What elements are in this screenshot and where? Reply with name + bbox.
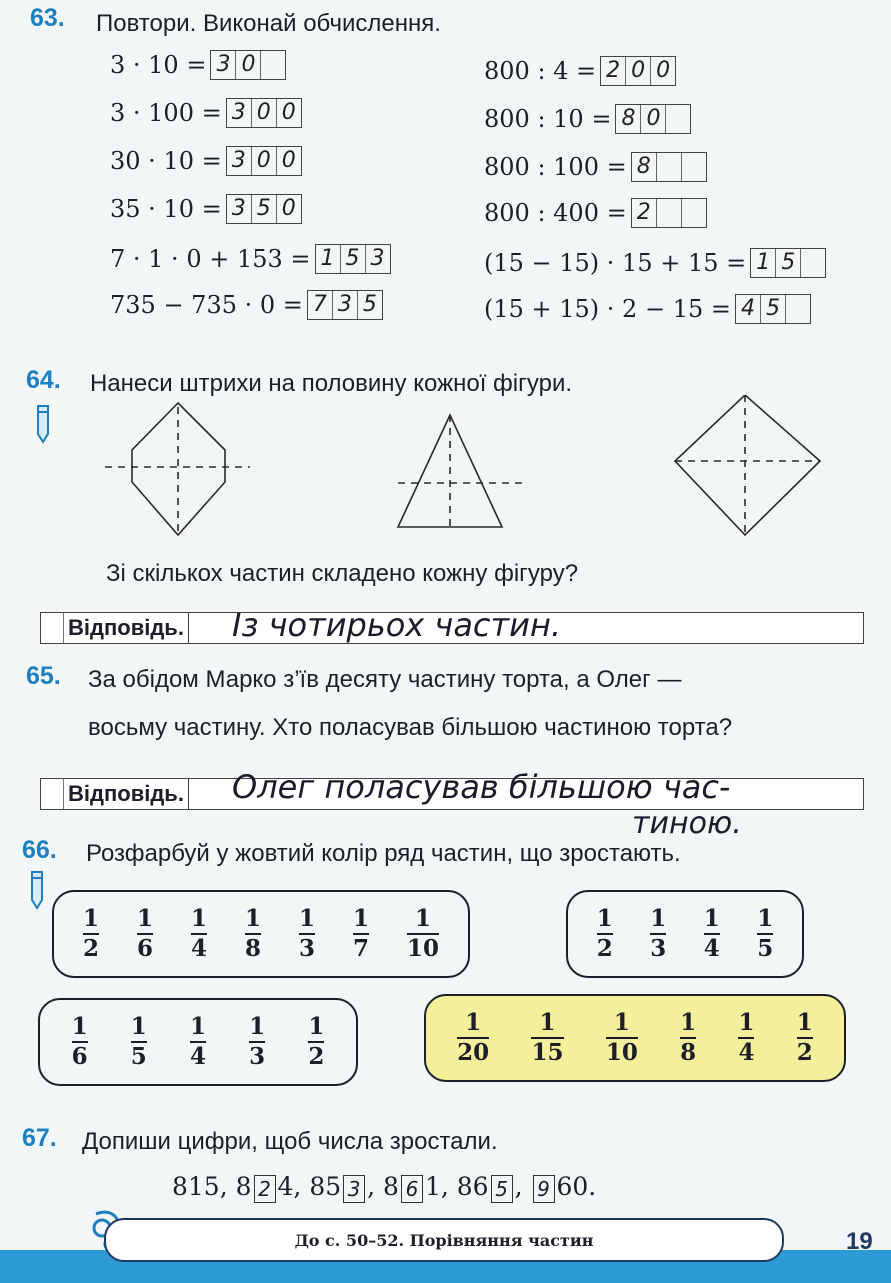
answer-boxes[interactable]: [600, 56, 676, 86]
digit-box[interactable]: 9: [533, 1175, 555, 1203]
task-67-number-sequence: [172, 1172, 596, 1203]
digit-cell[interactable]: 1: [751, 249, 776, 277]
equation-expression: 800 : 4 =: [484, 57, 597, 85]
fraction-denominator: 3: [249, 1043, 266, 1070]
fraction-denominator: 2: [308, 1043, 325, 1070]
digit-cell[interactable]: 5: [761, 295, 786, 323]
fraction-numerator: 1: [680, 1009, 697, 1036]
fraction-group-2[interactable]: [566, 890, 804, 978]
equation-row: [484, 294, 811, 324]
task-67-title: Допиши цифри, щоб числа зростали.: [82, 1128, 498, 1155]
task-64-number: 64.: [26, 366, 61, 394]
task-64-title: Нанеси штрихи на половину кожної фігури.: [90, 370, 573, 397]
digit-box[interactable]: 5: [491, 1175, 513, 1203]
equation-row: [110, 194, 302, 224]
fraction-denominator: 10: [605, 1039, 638, 1066]
task-63-number: 63.: [30, 4, 65, 32]
fraction-numerator: 1: [189, 1013, 206, 1040]
digit-cell[interactable]: 1: [316, 245, 341, 273]
digit-cell[interactable]: 0: [281, 196, 296, 221]
equation-expression: 3 · 10 =: [110, 51, 207, 79]
digit-cell[interactable]: 5: [252, 195, 277, 223]
digit-cell[interactable]: 5: [341, 245, 366, 273]
fraction: [299, 907, 315, 961]
task-64-answer-handwriting: Із чотирьох частин.: [232, 606, 562, 644]
answer-boxes[interactable]: [307, 290, 383, 320]
rhombus-shape: [675, 395, 820, 535]
sequence-text: 4, 85: [277, 1172, 342, 1201]
equation-expression: 800 : 400 =: [484, 199, 627, 227]
fraction: [137, 907, 153, 961]
equation-row: [110, 244, 391, 274]
fraction: [190, 1015, 206, 1069]
fraction-numerator: 1: [82, 905, 99, 932]
page-number: 19: [846, 1228, 873, 1255]
digit-box[interactable]: 2: [254, 1175, 276, 1203]
answer-label: Відповідь.: [64, 613, 189, 643]
equation-row: [484, 248, 826, 278]
task-63-title: Повтори. Виконай обчислення.: [96, 10, 441, 37]
equation-row: [110, 290, 383, 320]
fraction-numerator: 1: [249, 1013, 266, 1040]
digit-cell[interactable]: 5: [776, 249, 801, 277]
fraction-denominator: 2: [796, 1039, 813, 1066]
task-65-line-1: За обідом Марко з’їв десяту частину торта, а Олег —: [88, 666, 682, 693]
task-65-answer-continuation: тиною.: [632, 806, 742, 841]
fraction: [407, 907, 439, 961]
fraction-denominator: 8: [680, 1039, 697, 1066]
digit-cell[interactable]: 2: [601, 57, 626, 85]
fraction: [249, 1015, 265, 1069]
fraction: [531, 1011, 563, 1065]
fraction: [650, 907, 666, 961]
triangle-dashes: [398, 415, 522, 527]
equation-expression: 35 · 10 =: [110, 195, 222, 223]
task-65-answer-handwriting: Олег поласував більшою час-: [232, 768, 731, 806]
fraction-numerator: 1: [130, 1013, 147, 1040]
fraction-numerator: 1: [298, 905, 315, 932]
hexagon-dashes: [105, 407, 250, 533]
digit-box[interactable]: 3: [343, 1175, 365, 1203]
sequence-text: ,: [514, 1172, 531, 1201]
digit-cell[interactable]: 5: [362, 292, 377, 317]
equation-expression: 7 · 1 · 0 + 153 =: [110, 245, 311, 273]
fraction-denominator: 6: [136, 935, 153, 962]
fraction-numerator: 1: [190, 905, 207, 932]
sequence-text: 1, 86: [424, 1172, 489, 1201]
fraction-numerator: 1: [613, 1009, 630, 1036]
fraction-denominator: 8: [244, 935, 261, 962]
fraction-denominator: 7: [352, 935, 369, 962]
sequence-text: 815, 8: [172, 1172, 252, 1201]
digit-cell[interactable]: 3: [227, 99, 252, 127]
task-65-line-2: восьму частину. Хто поласував більшою частиною торта?: [88, 714, 733, 741]
digit-cell[interactable]: [657, 153, 682, 181]
fraction-denominator: 4: [738, 1039, 755, 1066]
fraction: [680, 1011, 696, 1065]
digit-cell[interactable]: [666, 105, 690, 133]
fraction-numerator: 1: [136, 905, 153, 932]
fraction-group-1[interactable]: [52, 890, 470, 978]
pencil-icon: [36, 404, 50, 444]
equation-expression: 800 : 100 =: [484, 153, 627, 181]
digit-cell[interactable]: 3: [227, 195, 252, 223]
rhombus-dashes: [675, 395, 820, 535]
digit-cell[interactable]: 2: [632, 199, 657, 227]
fraction: [738, 1011, 754, 1065]
digit-cell[interactable]: 4: [736, 295, 761, 323]
answer-label: Відповідь.: [64, 779, 189, 809]
digit-cell[interactable]: 0: [252, 99, 277, 127]
fraction-numerator: 1: [757, 905, 774, 932]
equation-expression: (15 − 15) · 15 + 15 =: [484, 249, 747, 277]
digit-cell[interactable]: [657, 199, 682, 227]
sequence-text: , 8: [367, 1172, 399, 1201]
equation-row: [110, 98, 302, 128]
fraction-denominator: 2: [596, 935, 613, 962]
fraction: [797, 1011, 813, 1065]
fraction: [245, 907, 261, 961]
task-66-title: Розфарбуй у жовтий колір ряд частин, що зростають.: [86, 840, 681, 867]
fraction-numerator: 1: [352, 905, 369, 932]
equation-expression: 800 : 10 =: [484, 105, 612, 133]
equation-expression: (15 + 15) · 2 − 15 =: [484, 295, 731, 323]
equation-row: [484, 56, 676, 86]
fraction-denominator: 20: [457, 1039, 490, 1066]
equation-row: [110, 146, 302, 176]
fraction-denominator: 4: [189, 1043, 206, 1070]
digit-cell[interactable]: 0: [281, 148, 296, 173]
fraction: [457, 1011, 489, 1065]
task-65-number: 65.: [26, 662, 61, 690]
fraction-denominator: 2: [82, 935, 99, 962]
fraction-denominator: 3: [298, 935, 315, 962]
digit-cell[interactable]: [786, 295, 810, 323]
fraction: [704, 907, 720, 961]
task-67-number: 67.: [22, 1124, 57, 1152]
digit-cell[interactable]: 7: [308, 291, 333, 319]
digit-cell[interactable]: 0: [236, 51, 261, 79]
fraction: [597, 907, 613, 961]
fraction: [72, 1015, 88, 1069]
footer-caption-box: [104, 1218, 784, 1262]
fraction-numerator: 1: [703, 905, 720, 932]
fraction: [606, 1011, 638, 1065]
fraction: [308, 1015, 324, 1069]
fraction: [83, 907, 99, 961]
equation-row: [484, 198, 707, 228]
answer-boxes[interactable]: [226, 146, 302, 176]
answer-boxes[interactable]: [735, 294, 811, 324]
digit-cell[interactable]: [682, 199, 706, 227]
digit-cell[interactable]: 0: [626, 57, 651, 85]
fraction-numerator: 1: [244, 905, 261, 932]
fraction-denominator: 5: [757, 935, 774, 962]
footer-text: До с. 50–52. Порівняння частин: [294, 1230, 594, 1250]
fraction-group-3[interactable]: [38, 998, 358, 1086]
task-66-number: 66.: [22, 836, 57, 864]
answer-boxes[interactable]: [615, 104, 691, 134]
answer-boxes[interactable]: [226, 98, 302, 128]
fraction-numerator: 1: [596, 905, 613, 932]
fraction-denominator: 5: [130, 1043, 147, 1070]
fraction-numerator: 1: [650, 905, 667, 932]
fraction-numerator: 1: [308, 1013, 325, 1040]
digit-cell[interactable]: 3: [370, 246, 385, 271]
fraction: [353, 907, 369, 961]
equation-row: [110, 50, 286, 80]
fraction: [191, 907, 207, 961]
fraction-denominator: 10: [406, 935, 439, 962]
digit-cell[interactable]: [801, 249, 825, 277]
fraction-numerator: 1: [414, 905, 431, 932]
digit-cell[interactable]: 3: [333, 291, 358, 319]
fraction: [131, 1015, 147, 1069]
equation-expression: 30 · 10 =: [110, 147, 222, 175]
fraction-denominator: 15: [531, 1039, 564, 1066]
fraction-numerator: 1: [71, 1013, 88, 1040]
shapes-figure[interactable]: [90, 395, 840, 545]
sequence-text: 60.: [556, 1172, 597, 1201]
digit-cell[interactable]: 0: [281, 100, 296, 125]
fraction: [757, 907, 773, 961]
answer-boxes[interactable]: [226, 194, 302, 224]
fraction-numerator: 1: [539, 1009, 556, 1036]
task-64-question: Зі скількох частин складено кожну фігуру?: [106, 560, 579, 587]
fraction-group-4[interactable]: [424, 994, 846, 1082]
digit-cell[interactable]: 8: [616, 105, 641, 133]
fraction-numerator: 1: [738, 1009, 755, 1036]
answer-boxes[interactable]: [631, 198, 707, 228]
fraction-denominator: 4: [190, 935, 207, 962]
fraction-numerator: 1: [465, 1009, 482, 1036]
pencil-icon: [30, 870, 44, 910]
answer-boxes[interactable]: [210, 50, 286, 80]
digit-cell[interactable]: 8: [632, 153, 657, 181]
digit-box[interactable]: 6: [401, 1175, 423, 1203]
fraction-denominator: 6: [71, 1043, 88, 1070]
digit-cell[interactable]: 3: [227, 147, 252, 175]
digit-cell[interactable]: [261, 51, 285, 79]
fraction-denominator: 4: [703, 935, 720, 962]
digit-cell[interactable]: 0: [656, 58, 671, 83]
equation-row: [484, 104, 691, 134]
digit-cell[interactable]: 0: [641, 105, 666, 133]
fraction-denominator: 3: [650, 935, 667, 962]
digit-cell[interactable]: [682, 153, 706, 181]
answer-boxes[interactable]: [631, 152, 707, 182]
digit-cell[interactable]: 3: [211, 51, 236, 79]
answer-boxes[interactable]: [315, 244, 391, 274]
equation-expression: 3 · 100 =: [110, 99, 222, 127]
digit-cell[interactable]: 0: [252, 147, 277, 175]
equation-expression: 735 − 735 · 0 =: [110, 291, 303, 319]
equation-row: [484, 152, 707, 182]
fraction-numerator: 1: [796, 1009, 813, 1036]
answer-boxes[interactable]: [750, 248, 826, 278]
